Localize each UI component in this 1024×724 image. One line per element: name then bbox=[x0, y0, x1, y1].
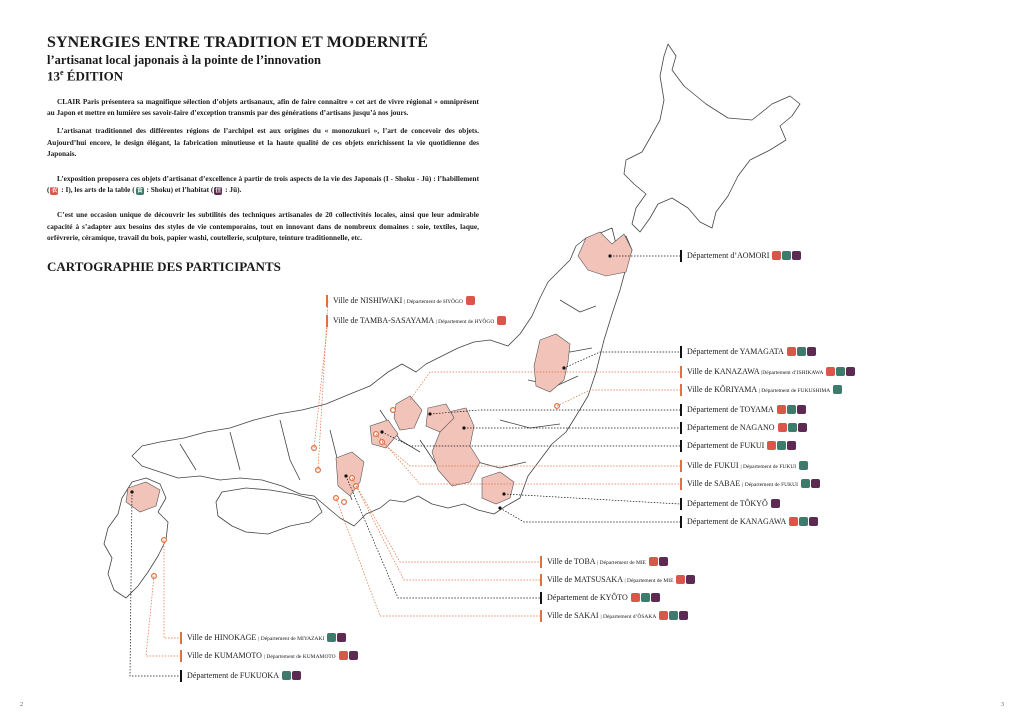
clothing-icon bbox=[649, 557, 658, 566]
label-sub: | Département de HYÔGO bbox=[435, 319, 495, 325]
label-name: Ville de MATSUSAKA bbox=[547, 575, 625, 584]
label-name: Ville de SAKAI bbox=[547, 611, 601, 620]
label-nishiwaki bbox=[326, 294, 476, 308]
table-icon bbox=[833, 385, 842, 394]
table-icon bbox=[669, 611, 678, 620]
edition-number: 13 bbox=[47, 68, 60, 84]
housing-icon bbox=[771, 499, 780, 508]
clothing-icon bbox=[631, 593, 640, 602]
edition-word: ÉDITION bbox=[63, 68, 124, 84]
housing-icon bbox=[337, 633, 346, 642]
housing-icon bbox=[846, 367, 855, 376]
label-name: Département de YAMAGATA bbox=[687, 347, 784, 356]
label-sub: | Département de MIYAZAKI bbox=[258, 636, 325, 642]
page-number-right: 3 bbox=[1001, 702, 1004, 708]
housing-icon bbox=[811, 479, 820, 488]
label-sub: | Département de FUKUSHIMA bbox=[758, 388, 831, 394]
label-toba bbox=[540, 555, 669, 569]
housing-icon bbox=[679, 611, 688, 620]
label-name: Ville de FUKUI bbox=[687, 461, 741, 470]
label-sub: | Département de MIE bbox=[597, 560, 647, 566]
label-name: Département de KANAGAWA bbox=[687, 517, 787, 526]
intro-paragraph-2: L’artisanat traditionnel des différentes régions de l’archipel est aux origines du « monozukuri », l’art de concevoir des objets. Aujourd’hui encore, le design élégant, la fabrication minutieuse et la haute qualité de ces objets enrichissent la vie quotidienne des Japonais. bbox=[47, 126, 479, 158]
fukuoka-region bbox=[126, 482, 160, 512]
label-name: Ville de HINOKAGE bbox=[187, 633, 259, 642]
clothing-icon bbox=[767, 441, 776, 450]
label-kumamoto bbox=[180, 649, 359, 663]
label-toyama bbox=[680, 403, 807, 417]
table-icon bbox=[801, 479, 810, 488]
kyoto-region bbox=[336, 452, 364, 496]
label-sub: | Département de MIE bbox=[624, 578, 674, 584]
intro-p3-part-d: : Jû). bbox=[223, 185, 242, 195]
label-name: Département de TÔKYÔ bbox=[687, 499, 768, 508]
label-name: Ville de TOBA bbox=[547, 557, 598, 566]
clothing-kanji-badge: 衣 bbox=[51, 186, 58, 194]
label-name: Département de KYÔTO bbox=[547, 593, 628, 602]
table-icon bbox=[799, 461, 808, 470]
clothing-icon bbox=[826, 367, 835, 376]
table-icon bbox=[782, 251, 791, 260]
table-kanji-badge: 食 bbox=[136, 186, 143, 194]
edition-sup: e bbox=[60, 68, 64, 77]
table-icon bbox=[788, 423, 797, 432]
clothing-icon bbox=[772, 251, 781, 260]
ishikawa-region bbox=[394, 396, 422, 430]
housing-icon bbox=[798, 423, 807, 432]
label-name: Département de FUKUOKA bbox=[187, 671, 279, 680]
clothing-icon bbox=[778, 423, 787, 432]
tokyo-kanagawa-region bbox=[482, 472, 514, 504]
intro-p3-part-c: : Shoku) et l’habitat ( bbox=[144, 185, 214, 195]
label-name: Département de NAGANO bbox=[687, 423, 775, 432]
label-yamagata bbox=[680, 345, 817, 359]
label-name: Département de TOYAMA bbox=[687, 405, 774, 414]
label-sub: | Département de FUKUI bbox=[740, 464, 797, 470]
housing-icon bbox=[292, 671, 301, 680]
label-kyoto bbox=[540, 591, 661, 605]
label-koriyama bbox=[680, 383, 843, 397]
housing-icon bbox=[349, 651, 358, 660]
label-name: Ville de KÔRIYAMA bbox=[687, 385, 759, 394]
label-hinokage bbox=[180, 631, 347, 645]
clothing-icon bbox=[676, 575, 685, 584]
intro-paragraph-4: C’est une occasion unique de découvrir les subtilités des techniques artisanales de 20 collectivités locales, ainsi que leur admirable capacité à s’adapter aux besoins des styles de vie contemporains, tout en innovant dans de nombreux domaines : soie, textiles, laque, orfèvrerie, céramique, travail du bois, papier washi, coutellerie, sculpture, teinture traditionnelle, etc. bbox=[47, 210, 479, 242]
housing-icon bbox=[651, 593, 660, 602]
housing-kanji-badge: 住 bbox=[215, 186, 222, 194]
housing-icon bbox=[787, 441, 796, 450]
label-sub: | Département de KUMAMOTO bbox=[263, 654, 336, 660]
label-name: Ville de KANAZAWA bbox=[687, 367, 762, 376]
clothing-icon bbox=[339, 651, 348, 660]
label-name: Ville de KUMAMOTO bbox=[187, 651, 264, 660]
label-tamba-sasayama bbox=[326, 314, 507, 328]
page-number-left: 2 bbox=[20, 702, 23, 708]
label-aomori bbox=[680, 249, 802, 263]
section-title: CARTOGRAPHIE DES PARTICIPANTS bbox=[47, 259, 281, 274]
table-icon bbox=[777, 441, 786, 450]
label-matsusaka bbox=[540, 573, 696, 587]
intro-paragraph-1: CLAIR Paris présentera sa magnifique sélection d’objets artisanaux, afin de faire connaître « cet art de vivre régional » omniprésent au Japon et mettre en lumière ses savoir-faire d’exception transmis par des générations d’artisans jusqu’à nos jours. bbox=[47, 97, 479, 118]
label-sakai bbox=[540, 609, 689, 623]
intro-paragraph-3 bbox=[47, 173, 479, 195]
label-sub: |Département d’ISHIKAWA bbox=[761, 370, 824, 376]
housing-icon bbox=[792, 251, 801, 260]
table-icon bbox=[282, 671, 291, 680]
label-name: Ville de NISHIWAKI bbox=[333, 296, 405, 305]
label-name: Département d’AOMORI bbox=[687, 251, 770, 260]
label-sabae bbox=[680, 477, 821, 491]
housing-icon bbox=[809, 517, 818, 526]
edition-label bbox=[47, 68, 123, 84]
clothing-icon bbox=[659, 611, 668, 620]
hokkaido-outline bbox=[624, 44, 800, 232]
label-kanagawa bbox=[680, 515, 819, 529]
label-nagano bbox=[680, 421, 808, 435]
aomori-region bbox=[578, 232, 632, 276]
housing-icon bbox=[797, 405, 806, 414]
table-icon bbox=[836, 367, 845, 376]
label-fukuoka bbox=[180, 669, 302, 683]
housing-icon bbox=[807, 347, 816, 356]
yamagata-region bbox=[534, 334, 570, 392]
label-name: Département de FUKUI bbox=[687, 441, 765, 450]
intro-p3-part-b: : I), les arts de la table ( bbox=[59, 185, 135, 195]
housing-icon bbox=[659, 557, 668, 566]
label-name: Ville de SABAE bbox=[687, 479, 743, 488]
table-icon bbox=[327, 633, 336, 642]
label-fukui-departement bbox=[680, 439, 797, 453]
page-title: SYNERGIES ENTRE TRADITION ET MODERNITÉ bbox=[47, 34, 429, 51]
clothing-icon bbox=[777, 405, 786, 414]
page-subtitle: l’artisanat local japonais à la pointe de l’innovation bbox=[47, 53, 321, 67]
label-tokyo bbox=[680, 497, 781, 511]
intro-text bbox=[47, 96, 479, 250]
housing-icon bbox=[686, 575, 695, 584]
clothing-icon bbox=[466, 296, 475, 305]
label-sub: | Département de FUKUI bbox=[742, 482, 798, 488]
table-icon bbox=[799, 517, 808, 526]
label-sub: | Département de HYÔGO bbox=[404, 299, 463, 305]
label-fukui-ville bbox=[680, 459, 809, 473]
table-icon bbox=[787, 405, 796, 414]
label-name: Ville de TAMBA-SASAYAMA bbox=[333, 316, 436, 325]
clothing-icon bbox=[789, 517, 798, 526]
clothing-icon bbox=[787, 347, 796, 356]
label-sub: | Département d’ÔSAKA bbox=[600, 614, 657, 620]
table-icon bbox=[641, 593, 650, 602]
intro-p3-part-a: L’exposition proposera ces objets d’artisanat d’excellence à partir de trois aspects de la vie des Japonais (I - Shoku - Jû) : l’habillement ( bbox=[47, 174, 479, 195]
clothing-icon bbox=[497, 316, 506, 325]
table-icon bbox=[797, 347, 806, 356]
label-kanazawa bbox=[680, 365, 856, 379]
